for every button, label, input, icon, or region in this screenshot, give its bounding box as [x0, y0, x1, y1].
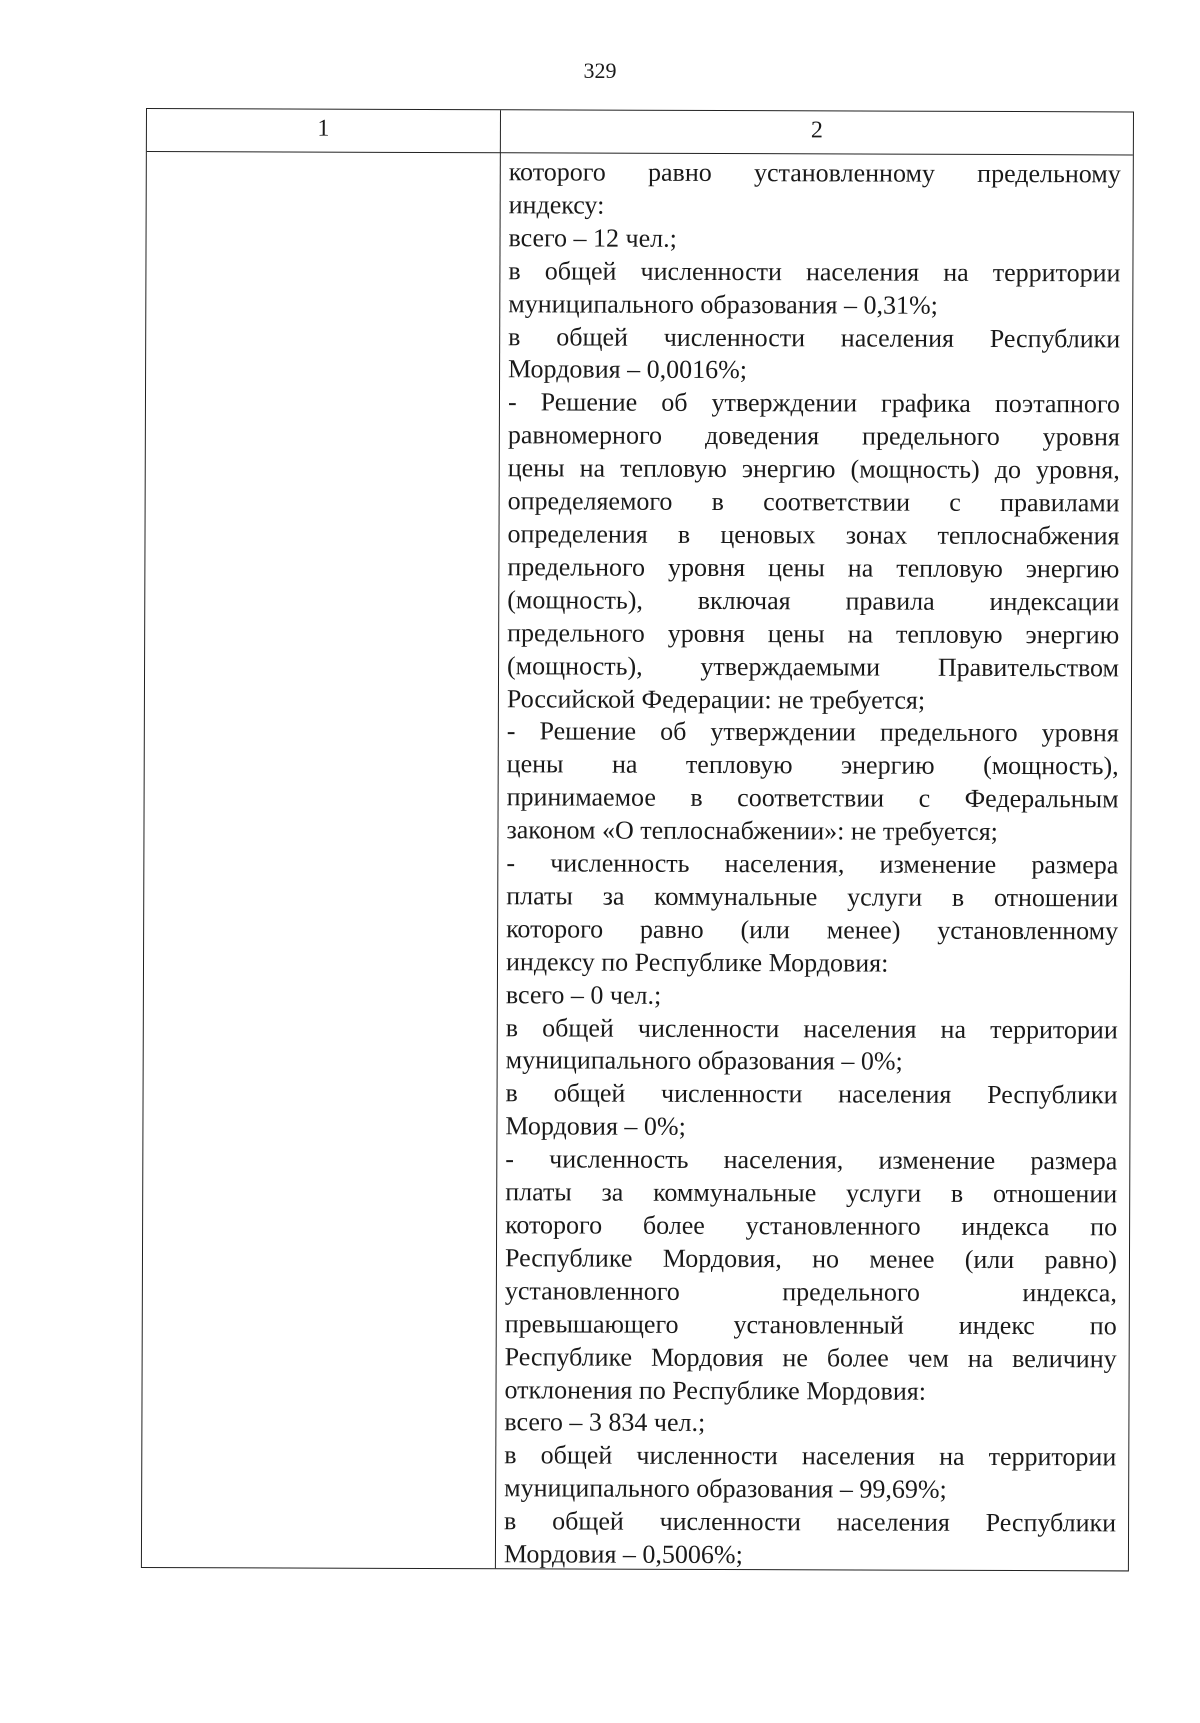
text-line: всего – 0 чел.;	[505, 979, 662, 1010]
text-line: платы за коммунальные услуги в отношении	[505, 1177, 1118, 1209]
text-line: определяемого в соответствии с правилами	[507, 486, 1120, 518]
text-line: определения в ценовых зонах теплоснабжения	[507, 519, 1120, 551]
text-line: Мордовия – 0%;	[505, 1111, 686, 1142]
text-line: платы за коммунальные услуги в отношении	[506, 881, 1119, 913]
text-line: принимаемое в соответствии с Федеральным	[506, 782, 1119, 814]
text-line: - численность населения, изменение размера	[506, 848, 1119, 880]
text-line: муниципального образования – 0,31%;	[508, 288, 938, 320]
text-line: (мощность), утверждаемыми Правительством	[507, 650, 1120, 682]
text-line: установленного предельного индекса,	[504, 1276, 1117, 1308]
text-line: Мордовия – 0,5006%;	[503, 1539, 743, 1570]
text-line: индексу по Республике Мордовия:	[505, 947, 889, 978]
column-header-2: 2	[810, 117, 823, 144]
text-line: равномерного доведения предельного уровня	[507, 420, 1120, 452]
text-line: Российской Федерации: не требуется;	[506, 683, 926, 715]
text-line: цены на тепловую энергию (мощность) до уровня,	[507, 453, 1120, 485]
column-divider	[495, 110, 501, 1568]
text-line: Республике Мордовия не более чем на величину	[504, 1341, 1117, 1374]
text-line: всего – 12 чел.;	[508, 223, 677, 253]
text-line: превышающего установленный индекс по	[504, 1308, 1117, 1341]
text-line: которого равно установленному предельному	[508, 157, 1121, 189]
text-line: в общей численности населения Республики	[505, 1078, 1118, 1110]
text-line: в общей численности населения Республики	[504, 1506, 1117, 1538]
header-row-divider	[147, 151, 1133, 155]
text-line: предельного уровня цены на тепловую энергию	[507, 552, 1120, 584]
text-line: - численность населения, изменение размера	[505, 1144, 1118, 1176]
text-line: предельного уровня цены на тепловую энергию	[507, 617, 1120, 650]
text-line: в общей численности населения на территории	[508, 255, 1121, 288]
text-line: муниципального образования – 0%;	[505, 1045, 903, 1077]
text-line: Мордовия – 0,0016%;	[508, 354, 748, 385]
text-line: муниципального образования – 99,69%;	[504, 1473, 947, 1505]
text-line: - Решение об утверждении предельного уровня	[506, 716, 1119, 748]
text-line: цены на тепловую энергию (мощность),	[506, 749, 1119, 781]
text-line: законом «О теплоснабжении»: не требуется;	[506, 815, 998, 847]
page-number: 329	[583, 58, 617, 83]
text-line: индексу:	[508, 190, 605, 220]
text-line: которого равно (или менее) установленному	[506, 914, 1119, 946]
text-line: в общей численности населения Республики	[508, 321, 1121, 353]
column-header-1: 1	[317, 115, 330, 142]
text-line: отклонения по Республике Мордовия:	[504, 1374, 926, 1406]
text-line: - Решение об утверждении графика поэтапного	[507, 387, 1121, 419]
text-line: которого более установленного индекса по	[505, 1210, 1118, 1242]
document-table	[141, 108, 1134, 1571]
text-line: Республике Мордовия, но менее (или равно)	[504, 1243, 1118, 1275]
text-line: (мощность), включая правила индексации	[507, 585, 1120, 617]
column-2-cell-text	[504, 156, 1121, 1573]
text-line: в общей численности населения на территории	[505, 1012, 1118, 1044]
text-line: всего – 3 834 чел.;	[504, 1407, 706, 1438]
text-line: в общей численности населения на территории	[504, 1440, 1117, 1472]
